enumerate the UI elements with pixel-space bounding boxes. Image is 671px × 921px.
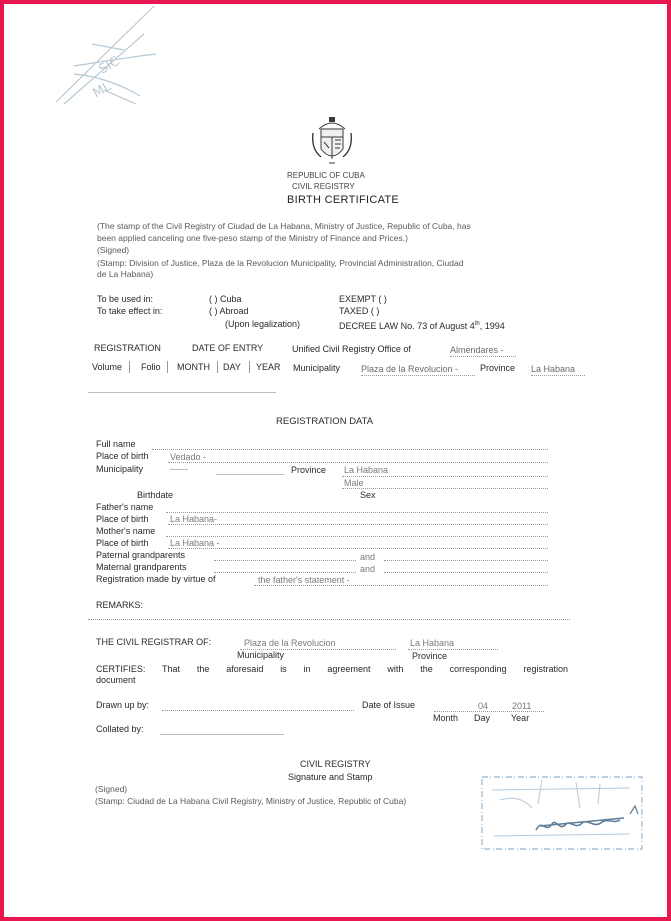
sex-value: Male <box>344 478 364 488</box>
registration-label: REGISTRATION <box>94 343 161 353</box>
footer-stamp-note: (Stamp: Ciudad de La Habana Civil Registry, Ministry of Justice, Republic of Cuba) <box>95 796 407 806</box>
folio-label: Folio <box>141 362 161 372</box>
mother-name-field[interactable] <box>166 536 548 537</box>
mother-place-value: La Habana - <box>170 538 220 548</box>
registrar-province-value: La Habana <box>410 638 455 648</box>
municipality-data-value: ------ <box>170 464 188 474</box>
and-separator: and <box>360 564 376 574</box>
decree-law: DECREE LAW No. 73 of August 4th, 1994 <box>339 321 505 331</box>
mother-place-field[interactable] <box>168 548 548 549</box>
drawn-up-field[interactable] <box>162 710 354 711</box>
day-caption: Day <box>474 713 491 723</box>
father-place-value: La Habana- <box>170 514 218 524</box>
paternal-grandparent-1-field[interactable] <box>214 560 356 561</box>
day-label: DAY <box>223 362 241 372</box>
option-cuba[interactable]: ( ) Cuba <box>209 294 242 304</box>
collated-by-label: Collated by: <box>96 724 144 734</box>
registration-virtue-value: the father's statement - <box>258 575 350 585</box>
divider <box>129 361 130 373</box>
municipality-value: Plaza de la Revolucion - <box>361 364 459 374</box>
remarks-label: REMARKS: <box>96 600 144 610</box>
month-caption: Month <box>433 713 459 723</box>
legalization-note: (Upon legalization) <box>225 319 301 329</box>
municipality-data-label: Municipality <box>96 464 144 474</box>
birthdate-label: Birthdate <box>137 490 174 500</box>
place-of-birth-field[interactable] <box>168 462 548 463</box>
stamp-note-signed: (Signed) <box>97 245 130 255</box>
used-in-label: To be used in: <box>97 294 154 304</box>
father-place-field[interactable] <box>168 524 548 525</box>
footer-registry: CIVIL REGISTRY <box>300 759 371 769</box>
registration-virtue-field[interactable] <box>254 585 548 586</box>
province-line <box>531 375 585 376</box>
option-abroad[interactable]: ( ) Abroad <box>209 306 249 316</box>
drawn-up-label: Drawn up by: <box>96 700 150 710</box>
father-name-label: Father's name <box>96 502 154 512</box>
year-label: YEAR <box>256 362 281 372</box>
exempt-option[interactable]: EXEMPT ( ) <box>339 294 387 304</box>
place-of-birth-value: Vedado - <box>170 452 207 462</box>
stamp-note-line-4: de La Habana) <box>97 269 154 279</box>
svg-text:SIC: SIC <box>96 53 123 78</box>
office-value: Almendares - <box>450 345 504 355</box>
mother-name-label: Mother's name <box>96 526 156 536</box>
province-caption: Province <box>412 651 448 661</box>
maternal-grandparents-label: Maternal grandparents <box>96 562 187 572</box>
collated-by-field[interactable] <box>160 734 284 735</box>
divider <box>167 361 168 373</box>
volume-label: Volume <box>92 362 123 372</box>
registration-data-heading: REGISTRATION DATA <box>276 416 374 427</box>
taxed-option[interactable]: TAXED ( ) <box>339 306 380 316</box>
divider <box>249 361 250 373</box>
sex-label: Sex <box>360 490 376 500</box>
maternal-grandparent-2-field[interactable] <box>384 572 548 573</box>
registrar-label: THE CIVIL REGISTRAR OF: <box>96 637 212 647</box>
office-label: Unified Civil Registry Office of <box>292 344 411 354</box>
registry-heading: CIVIL REGISTRY <box>292 182 355 191</box>
divider <box>217 361 218 373</box>
place-of-birth-label: Place of birth <box>96 451 149 461</box>
paternal-grandparent-2-field[interactable] <box>384 560 548 561</box>
coat-of-arms-icon <box>309 115 355 167</box>
certifies-line-1: CERTIFIES: That the aforesaid is in agreement with the corresponding registration <box>96 664 568 674</box>
issue-month-value: 04 <box>478 701 489 711</box>
certifies-line-2: document <box>96 675 136 685</box>
and-separator: and <box>360 552 376 562</box>
office-line <box>450 356 516 357</box>
faded-corner-stamp <box>44 4 164 124</box>
year-caption: Year <box>511 713 530 723</box>
registrar-province-line <box>408 649 498 650</box>
full-name-field[interactable] <box>152 449 548 450</box>
signature-and-stamp: Signature and Stamp <box>288 772 373 782</box>
province-label: Province <box>480 363 516 373</box>
stamp-note-line-2: been applied canceling one five-peso stamp of the Ministry of Finance and Prices.) <box>97 233 408 243</box>
maternal-grandparent-1-field[interactable] <box>214 572 356 573</box>
official-stamp <box>480 774 646 852</box>
certificate-page <box>4 4 667 917</box>
svg-text:ML: ML <box>90 79 114 102</box>
date-of-entry-label: DATE OF ENTRY <box>192 343 264 353</box>
stamp-note-line-3: (Stamp: Division of Justice, Plaza de la Revolucion Municipality, Provincial Administration, Ciudad <box>97 258 464 268</box>
entry-underline <box>88 392 276 393</box>
full-name-label: Full name <box>96 439 136 449</box>
republic-heading: REPUBLIC OF CUBA <box>287 171 365 180</box>
municipality-data-field[interactable] <box>216 474 284 475</box>
province-value: La Habana <box>531 364 576 374</box>
date-of-issue-label: Date of Issue <box>362 700 416 710</box>
sex-field[interactable] <box>342 488 548 489</box>
mother-place-label: Place of birth <box>96 538 149 548</box>
province-data-label: Province <box>291 465 327 475</box>
father-name-field[interactable] <box>166 512 548 513</box>
father-place-label: Place of birth <box>96 514 149 524</box>
signature-scribble <box>536 818 624 830</box>
take-effect-label: To take effect in: <box>97 306 163 316</box>
municipality-line <box>361 375 475 376</box>
paternal-grandparents-label: Paternal grandparents <box>96 550 186 560</box>
municipality-caption: Municipality <box>237 650 285 660</box>
registration-virtue-label: Registration made by virtue of <box>96 574 216 584</box>
province-data-value: La Habana <box>344 465 389 475</box>
remarks-line[interactable] <box>88 619 570 620</box>
footer-signed: (Signed) <box>95 784 128 794</box>
certificate-title: BIRTH CERTIFICATE <box>287 194 400 206</box>
municipality-label: Municipality <box>293 363 341 373</box>
date-of-issue-line <box>434 711 544 712</box>
issue-year-value: 2011 <box>512 701 532 711</box>
registrar-municipality-value: Plaza de la Revolucion <box>244 638 336 648</box>
province-data-field[interactable] <box>342 476 548 477</box>
month-label: MONTH <box>177 362 210 372</box>
stamp-note-line-1: (The stamp of the Civil Registry of Ciudad de La Habana, Ministry of Justice, Republic of Cuba, has <box>97 221 471 231</box>
